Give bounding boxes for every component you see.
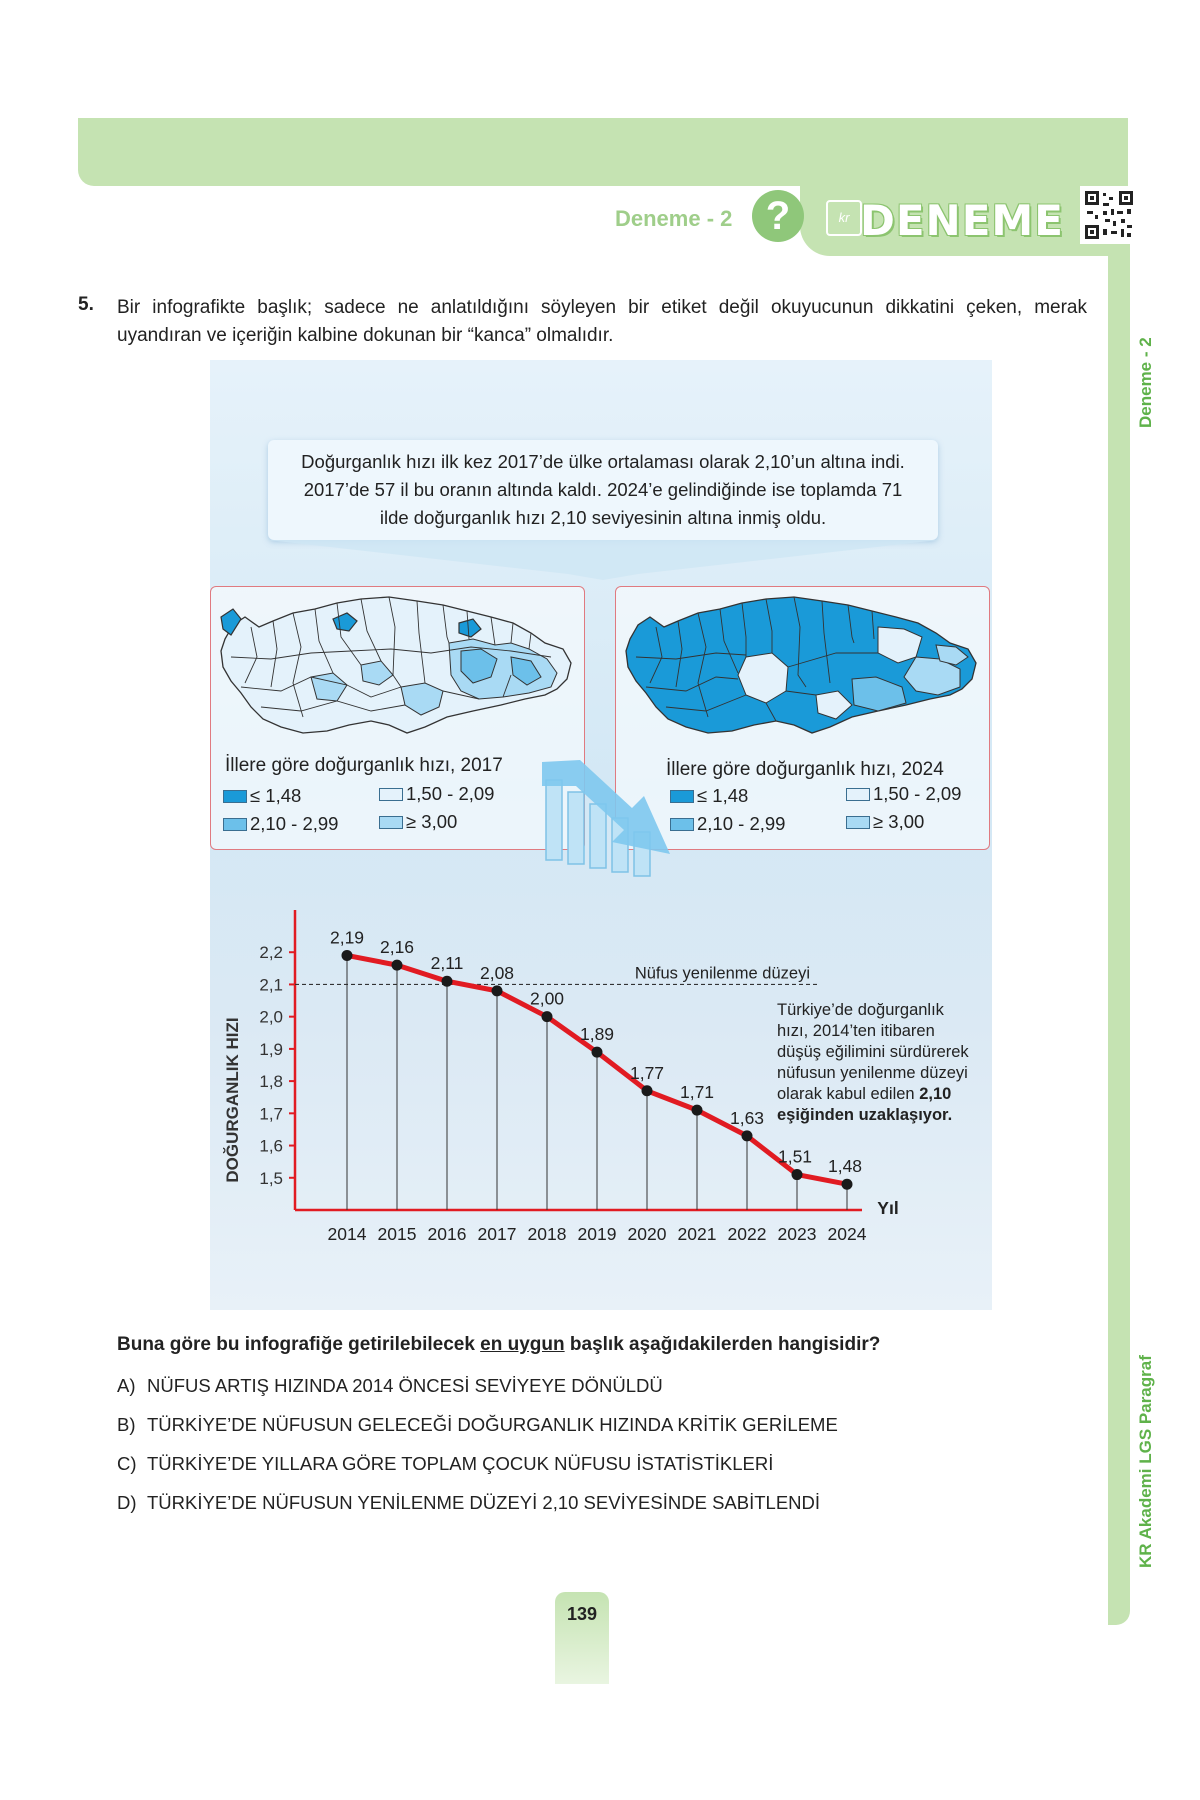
y-tick-label: 1,9 xyxy=(259,1039,283,1059)
note-bold-value: 2,10 xyxy=(919,1085,952,1103)
data-label: 1,77 xyxy=(629,1062,665,1083)
header-subtitle: Deneme - 2 xyxy=(615,206,733,231)
y-tick-label: 2,0 xyxy=(259,1007,283,1027)
note-line: Türkiye’de doğurganlık xyxy=(777,1001,944,1019)
note-line: eşiğinden uzaklaşıyor. xyxy=(777,1106,953,1124)
data-label: 1,63 xyxy=(729,1107,765,1128)
sidebar-top-label: Deneme - 2 xyxy=(1136,337,1155,428)
x-tick-label: 2015 xyxy=(377,1224,417,1244)
data-label: 2,08 xyxy=(479,962,515,983)
map-panel-2017 xyxy=(210,586,585,850)
note-line: nüfusun yenilenme düzeyi xyxy=(777,1064,968,1082)
data-label: 2,16 xyxy=(379,937,415,958)
callout-line: Doğurganlık hızı ilk kez 2017’de ülke ortalaması olarak 2,10’un altına indi. xyxy=(301,451,905,472)
data-point xyxy=(492,985,503,996)
legend-item xyxy=(223,813,338,835)
data-point xyxy=(592,1047,603,1058)
legend-item xyxy=(223,785,301,807)
legend-swatch xyxy=(223,790,247,803)
option-text: TÜRKİYE’DE YILLARA GÖRE TOPLAM ÇOCUK NÜFUSU İSTATİSTİKLERİ xyxy=(147,1453,774,1474)
data-point xyxy=(442,976,453,987)
option-text: NÜFUS ARTIŞ HIZINDA 2014 ÖNCESİ SEVİYEYE DÖNÜLDÜ xyxy=(147,1375,663,1396)
turkey-map-2024 xyxy=(616,587,991,747)
y-tick-label: 1,8 xyxy=(259,1072,283,1092)
legend-label: 2,10 - 2,99 xyxy=(697,813,786,834)
data-label: 2,11 xyxy=(430,953,464,974)
data-label: 2,19 xyxy=(329,927,365,948)
x-tick-label: 2016 xyxy=(427,1224,467,1244)
y-tick-label: 1,7 xyxy=(259,1104,283,1124)
side-band xyxy=(1108,255,1130,1625)
legend-item xyxy=(379,811,457,833)
legend-item xyxy=(379,783,494,805)
map-title-2024: İllere göre doğurganlık hızı, 2024 xyxy=(666,759,944,780)
option-c[interactable]: C) TÜRKİYE’DE YILLARA GÖRE TOPLAM ÇOCUK NÜFUSU İSTATİSTİKLERİ xyxy=(117,1453,774,1474)
option-b[interactable]: B) TÜRKİYE’DE NÜFUSUN GELECEĞİ DOĞURGANLIK HIZINDA KRİTİK GERİLEME xyxy=(117,1414,838,1435)
legend-label: ≤ 1,48 xyxy=(250,785,302,806)
legend-label: ≤ 1,48 xyxy=(697,785,749,806)
x-tick-label: 2017 xyxy=(477,1224,517,1244)
turkey-map-2017 xyxy=(211,587,586,747)
reference-line-label: Nüfus yenilenme düzeyi xyxy=(634,964,810,983)
x-tick-label: 2023 xyxy=(777,1224,817,1244)
header-band xyxy=(78,118,1128,186)
question-prompt: Buna göre bu infografiğe getirilebilecek en uygun başlık aşağıdakilerden hangisidir? xyxy=(117,1334,881,1355)
emphasis-underline: en uygun xyxy=(480,1334,565,1355)
option-text: TÜRKİYE’DE NÜFUSUN GELECEĞİ DOĞURGANLIK HIZINDA KRİTİK GERİLEME xyxy=(147,1414,838,1435)
y-tick-label: 1,5 xyxy=(259,1168,283,1188)
legend-item xyxy=(670,813,785,835)
x-tick-label: 2014 xyxy=(327,1224,367,1244)
option-a[interactable]: A) NÜFUS ARTIŞ HIZINDA 2014 ÖNCESİ SEVİYEYE DÖNÜLDÜ xyxy=(117,1375,663,1396)
qr-code-icon[interactable] xyxy=(1080,186,1138,244)
legend-item xyxy=(846,811,924,833)
data-point xyxy=(542,1011,553,1022)
legend-label: 1,50 - 2,09 xyxy=(873,783,962,804)
question-mark-icon: ? xyxy=(752,190,804,242)
note-line: olarak kabul edilen 2,10 xyxy=(777,1085,952,1103)
option-text: TÜRKİYE’DE NÜFUSUN YENİLENME DÜZEYİ 2,10 SEVİYESİNDE SABİTLENDİ xyxy=(147,1492,821,1513)
y-tick-label: 2,2 xyxy=(259,943,283,963)
legend-swatch xyxy=(379,816,403,829)
data-point xyxy=(842,1179,853,1190)
y-tick-label: 2,1 xyxy=(259,975,283,995)
legend-item xyxy=(846,783,961,805)
legend-swatch xyxy=(223,818,247,831)
legend-label: 1,50 - 2,09 xyxy=(406,783,495,804)
question-number: 5. xyxy=(78,294,94,315)
data-label: 1,51 xyxy=(777,1146,813,1167)
x-tick-label: 2021 xyxy=(677,1224,717,1244)
data-point xyxy=(392,960,403,971)
sidebar-bottom-label: KR Akademi LGS Paragraf xyxy=(1136,1355,1155,1568)
legend-label: ≥ 3,00 xyxy=(406,811,458,832)
data-label: 1,89 xyxy=(579,1024,615,1045)
note-line: düşüş eğilimini sürdürerek xyxy=(777,1043,969,1061)
map-title-2017: İllere göre doğurganlık hızı, 2017 xyxy=(225,755,503,776)
legend-label: ≥ 3,00 xyxy=(873,811,925,832)
data-point xyxy=(692,1105,703,1116)
legend-item xyxy=(670,785,748,807)
data-label: 2,00 xyxy=(529,988,565,1009)
data-point xyxy=(792,1169,803,1180)
callout-line: ilde doğurganlık hızı 2,10 seviyesinin altına inmiş oldu. xyxy=(379,507,827,528)
x-tick-label: 2020 xyxy=(627,1224,667,1244)
question-text: Bir infografikte başlık; sadece ne anlatıldığını söyleyen bir etiket değil okuyucunun dikkatini çeken, merak uyandıran ve içeriğin kalbine dokunan bir “kanca” olmalıdır. xyxy=(117,297,1087,346)
data-point xyxy=(742,1130,753,1141)
declining-bars-icon xyxy=(540,750,680,880)
data-label: 1,71 xyxy=(679,1082,715,1103)
callout-box xyxy=(268,440,938,540)
data-label: 1,48 xyxy=(827,1156,863,1177)
header-logo: DENEME xyxy=(860,196,1064,245)
option-d[interactable]: D) TÜRKİYE’DE NÜFUSUN YENİLENME DÜZEYİ 2,10 SEVİYESİNDE SABİTLENDİ xyxy=(117,1492,821,1513)
x-tick-label: 2019 xyxy=(577,1224,617,1244)
y-axis-label: DOĞURGANLIK HIZI xyxy=(223,1017,242,1183)
data-point xyxy=(642,1085,653,1096)
infographic xyxy=(210,360,992,1310)
x-tick-label: 2022 xyxy=(727,1224,767,1244)
legend-swatch xyxy=(379,788,403,801)
page-number: 139 xyxy=(566,1604,598,1624)
data-point xyxy=(342,950,353,961)
legend-label: 2,10 - 2,99 xyxy=(250,813,339,834)
x-tick-label: 2018 xyxy=(527,1224,567,1244)
logo-mark: kr xyxy=(826,200,862,236)
legend-swatch xyxy=(846,816,870,829)
x-axis-label: Yıl xyxy=(877,1198,899,1218)
legend-swatch xyxy=(846,788,870,801)
note-line: hızı, 2014’ten itibaren xyxy=(777,1022,935,1040)
callout-line: 2017’de 57 il bu oranın altında kaldı. 2024’e gelindiğinde ise toplamda 71 xyxy=(303,479,903,500)
callout-pointer xyxy=(268,540,938,580)
chart-note xyxy=(777,1000,992,1126)
x-tick-label: 2024 xyxy=(827,1224,867,1244)
y-tick-label: 1,6 xyxy=(259,1136,283,1156)
